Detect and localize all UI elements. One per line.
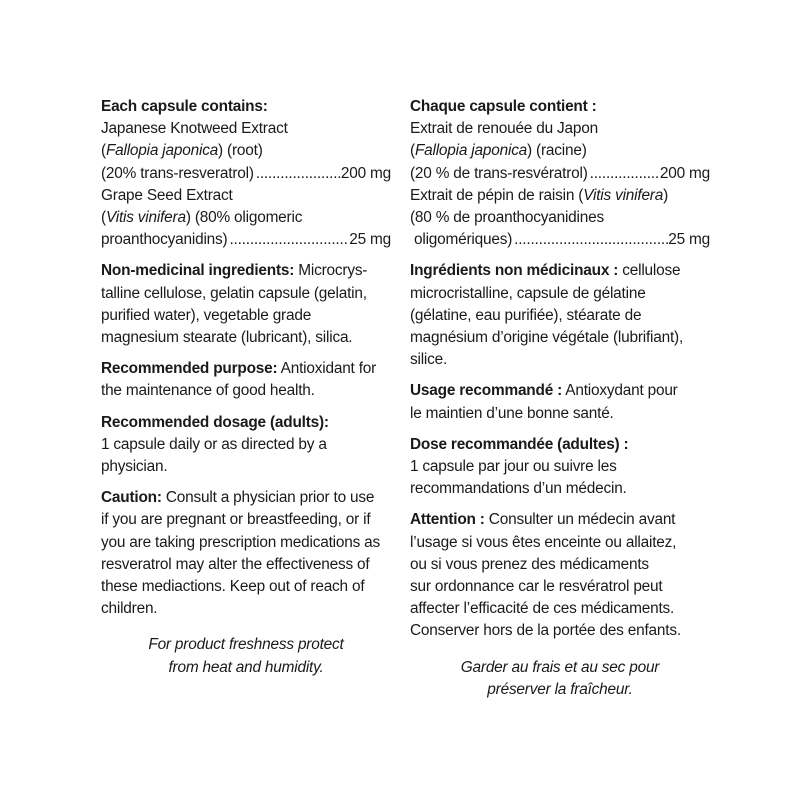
purpose-l2-fr: le maintien d’une bonne santé.: [410, 404, 614, 422]
contains-heading-en: Each capsule contains:: [101, 98, 268, 115]
grape-dose-row-fr: [410, 229, 710, 251]
french-column: [410, 96, 710, 701]
knotweed-std-en: (20% trans-resveratrol): [101, 164, 254, 182]
knotweed-part-en: (root): [222, 142, 263, 160]
purpose-label-en: Recommended purpose:: [101, 360, 278, 378]
grape-dose-fr: 25 mg: [668, 231, 710, 249]
nonmed-l2-en: talline cellulose, gelatin capsule (gelatin,: [101, 284, 367, 302]
purpose-l1-en: Antioxidant for: [277, 360, 377, 378]
caution-l2-en: if you are pregnant or breastfeeding, or if: [101, 511, 371, 529]
contains-section-fr: [410, 96, 710, 251]
nonmed-l2-fr: microcristalline, capsule de gélatine: [410, 284, 646, 302]
knotweed-std-fr: (20 % de trans-resvératrol): [410, 164, 588, 182]
knotweed-latin-fr: Fallopia japonica: [414, 142, 528, 160]
dot-leader: [588, 163, 660, 185]
knotweed-dose-fr: 200 mg: [659, 164, 710, 182]
grape-dose-en: 25 mg: [349, 231, 391, 249]
caution-section-fr: [410, 509, 710, 642]
nonmed-l5-fr: silice.: [410, 351, 448, 369]
caution-l3-fr: ou si vous prenez des médicaments: [410, 555, 649, 573]
caution-section-en: [101, 487, 391, 620]
knotweed-dose-row-en: [101, 163, 391, 185]
caution-l6-en: children.: [101, 600, 158, 618]
dosage-label-en: Recommended dosage (adults):: [101, 413, 329, 431]
storage-l2-fr: préserver la fraîcheur.: [487, 680, 633, 698]
dosage-section-en: [101, 412, 391, 479]
contains-section-en: [101, 96, 391, 251]
caution-l1-fr: Consulter un médecin avant: [484, 511, 676, 529]
caution-l5-en: these mediactions. Keep out of reach of: [101, 578, 365, 596]
grape-latin-fr: Vitis vinifera: [583, 186, 664, 204]
grape-std-1-en: (80% oligomeric: [190, 209, 303, 227]
grape-latin-line-en: (Vitis vinifera) (80% oligomeric: [101, 209, 303, 227]
purpose-l1-fr: Antioxydant pour: [562, 382, 678, 400]
nonmed-label-fr: Ingrédients non médicinaux :: [410, 262, 619, 280]
dosage-l2-fr: recommandations d’un médecin.: [410, 480, 627, 498]
purpose-label-fr: Usage recommandé :: [410, 382, 563, 400]
dosage-l1-en: 1 capsule daily or as directed by a: [101, 435, 327, 453]
storage-l1-en: For product freshness protect: [148, 636, 344, 654]
caution-l3-en: you are taking prescription medications as: [101, 533, 381, 551]
storage-note-fr: [410, 657, 710, 701]
grape-name-en: Grape Seed Extract: [101, 186, 233, 204]
nonmed-l4-en: magnesium stearate (lubricant), silica.: [101, 329, 353, 347]
nonmed-l3-fr: (gélatine, eau purifiée), stéarate de: [410, 306, 642, 324]
dot-leader: [512, 229, 668, 251]
contains-heading-fr: Chaque capsule contient :: [410, 98, 597, 115]
knotweed-name-en: Japanese Knotweed Extract: [101, 120, 288, 138]
nonmed-l3-en: purified water), vegetable grade: [101, 306, 312, 324]
nonmedicinal-section-en: [101, 260, 391, 349]
nonmedicinal-section-fr: [410, 260, 710, 371]
grape-name-fr: Extrait de pépin de raisin (: [410, 186, 584, 204]
storage-l1-fr: Garder au frais et au sec pour: [460, 658, 660, 676]
knotweed-dose-row-fr: [410, 163, 710, 185]
caution-l5-fr: affecter l’efficacité de ces médicaments.: [410, 600, 675, 618]
caution-l4-en: resveratrol may alter the effectiveness of: [101, 555, 370, 573]
dosage-label-fr: Dose recommandée (adultes) :: [410, 435, 629, 453]
dot-leader: [254, 163, 341, 185]
grape-std-2-fr: oligomériques): [414, 231, 513, 249]
grape-dose-row-en: [101, 229, 391, 251]
caution-l6-fr: Conserver hors de la portée des enfants.: [410, 622, 681, 640]
caution-label-en: Caution:: [101, 489, 162, 507]
dosage-l1-fr: 1 capsule par jour ou suivre les: [410, 458, 617, 476]
dot-leader: [227, 229, 349, 251]
storage-note-en: [101, 634, 391, 678]
purpose-l2-en: the maintenance of good health.: [101, 382, 315, 400]
dosage-l2-en: physician.: [101, 458, 168, 476]
grape-line-fr: Extrait de pépin de raisin (Vitis vinifera): [410, 186, 669, 204]
storage-l2-en: from heat and humidity.: [168, 658, 324, 676]
caution-l2-fr: l’usage si vous êtes enceinte ou allaitez,: [410, 533, 677, 551]
purpose-section-fr: [410, 380, 710, 424]
english-column: [101, 96, 391, 679]
knotweed-latin-line-en: (Fallopia japonica) (root): [101, 142, 263, 160]
nonmed-l1-en: Microcrys-: [294, 262, 368, 280]
nonmed-l4-fr: magnésium d’origine végétale (lubrifiant),: [410, 329, 684, 347]
knotweed-part-fr: ) (racine): [527, 142, 587, 160]
grape-latin-en: Vitis vinifera: [105, 209, 186, 227]
nonmed-label-en: Non-medicinal ingredients:: [101, 262, 295, 280]
caution-l1-en: Consult a physician prior to use: [161, 489, 375, 507]
knotweed-latin-line-fr: (Fallopia japonica) (racine): [410, 142, 587, 160]
knotweed-dose-en: 200 mg: [340, 164, 391, 182]
grape-std-1-fr: (80 % de proanthocyanidines: [410, 209, 604, 227]
dosage-section-fr: [410, 434, 710, 501]
grape-std-2-en: proanthocyanidins): [101, 231, 228, 249]
knotweed-latin-en: Fallopia japonica: [105, 142, 219, 160]
knotweed-name-fr: Extrait de renouée du Japon: [410, 120, 598, 138]
caution-l4-fr: sur ordonnance car le resvératrol peut: [410, 578, 663, 596]
nonmed-l1-fr: cellulose: [618, 262, 681, 280]
purpose-section-en: [101, 358, 391, 402]
caution-label-fr: Attention :: [410, 511, 485, 529]
